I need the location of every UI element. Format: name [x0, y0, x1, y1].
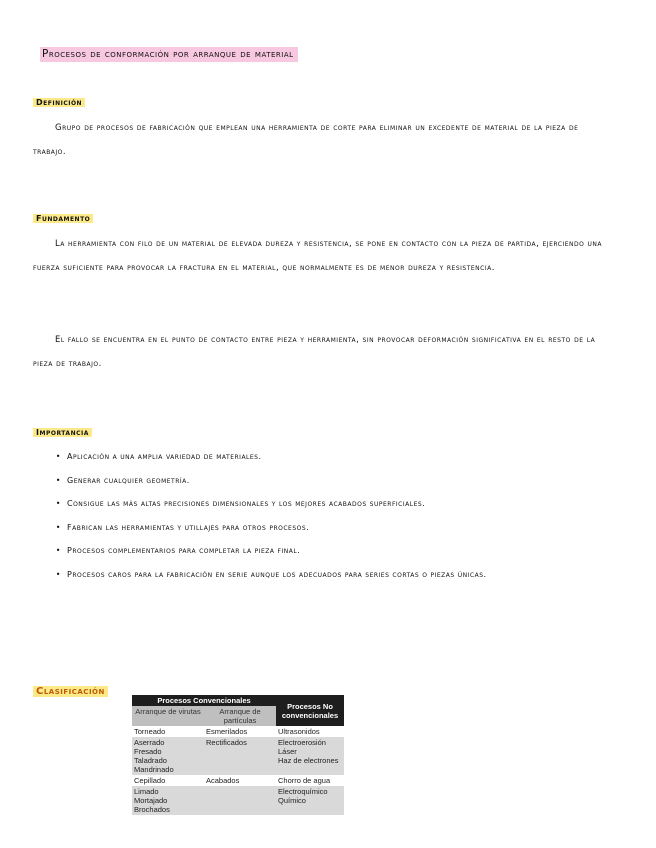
importancia-list	[33, 445, 593, 586]
list-item: • Generar cualquier geometría.	[55, 475, 190, 485]
fundamento-heading: Fundamento	[33, 214, 93, 223]
table-cell	[204, 786, 276, 815]
table-cell: Chorro de agua	[276, 775, 344, 786]
table-cell: Ultrasonidos	[276, 726, 344, 737]
list-item: • Procesos complementarios para completar la pieza final.	[55, 546, 301, 555]
list-item: • Fabrican las herramientas y utillajes para otros procesos.	[55, 522, 310, 532]
table-cell: Electroquímico Químico	[276, 786, 344, 815]
fundamento-body-1: La herramienta con filo de un material de elevada dureza y resistencia, se pone en contacto con la pieza de partida, ejerciendo una fuerza suficiente para provocar la fractura en el material, que normalmente es de menor dureza y resistencia.	[33, 239, 603, 273]
header-convencionales: Procesos Convencionales	[132, 695, 276, 706]
table-cell: Torneado	[132, 726, 204, 737]
list-item: • Consigue las más altas precisiones dimensionales y los mejores acabados superficiales.	[55, 499, 426, 508]
table-cell: Acabados	[204, 775, 276, 786]
definicion-body: Grupo de procesos de fabricación que emplean una herramienta de corte para eliminar un excedente de material de la pieza de trabajo.	[33, 123, 579, 157]
list-item: • Aplicación a una amplia variedad de materiales.	[55, 452, 262, 461]
fundamento-text-2	[33, 328, 613, 376]
importancia-heading: Importancia	[33, 428, 92, 437]
subheader-virutas: Arranque de virutas	[132, 706, 204, 726]
page-title: Procesos de conformación por arranque de material	[40, 47, 298, 62]
fundamento-body-2: El fallo se encuentra en el punto de contacto entre pieza y herramienta, sin provocar deformación significativa en el resto de la pieza de trabajo.	[33, 335, 596, 369]
header-no-convencionales: Procesos No convencionales	[276, 695, 344, 726]
list-item: • Procesos caros para la fabricación en serie aunque los adecuados para series cortas o piezas únicas.	[55, 569, 487, 579]
table-row	[132, 726, 344, 737]
table-cell: Esmerilados	[204, 726, 276, 737]
subheader-particulas: Arranque de partículas	[204, 706, 276, 726]
table-cell: Electroerosión Láser Haz de electrones	[276, 737, 344, 775]
clasificacion-heading: Clasificación	[33, 686, 108, 697]
definicion-heading: Definición	[33, 98, 85, 107]
clasificacion-table	[132, 695, 344, 815]
table-cell: Limado Mortajado Brochados	[132, 786, 204, 815]
fundamento-text-1	[33, 232, 613, 280]
table-cell: Cepillado	[132, 775, 204, 786]
table-row	[132, 786, 344, 815]
definicion-text	[33, 116, 613, 164]
table-row	[132, 737, 344, 775]
table-cell: Aserrado Fresado Taladrado Mandrinado	[132, 737, 204, 775]
table-cell: Rectificados	[204, 737, 276, 775]
table-row	[132, 775, 344, 786]
